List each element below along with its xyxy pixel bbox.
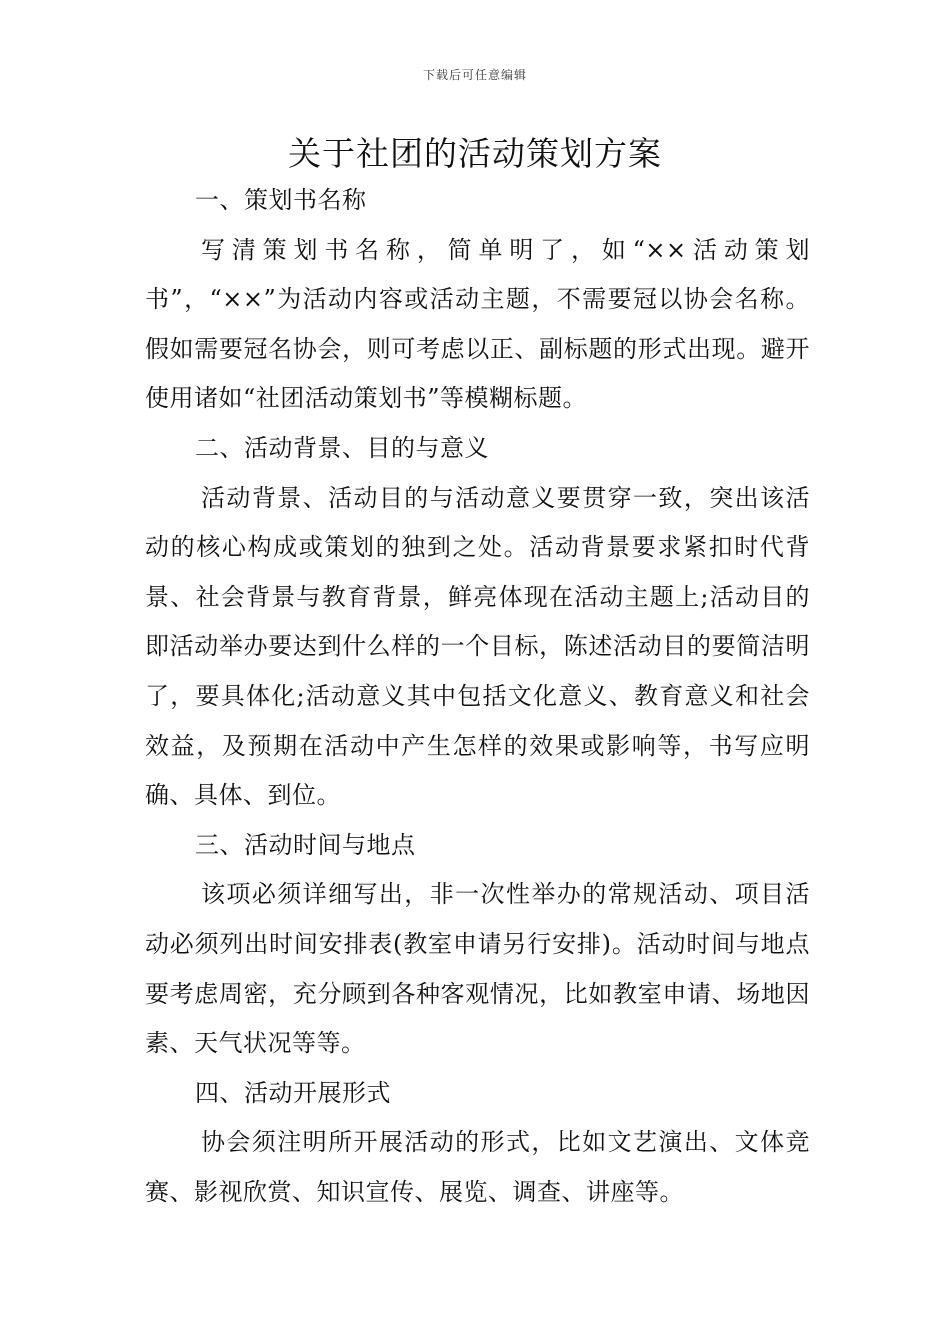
section-heading-1: 一、策划书名称 — [195, 186, 367, 214]
section-heading-4: 四、活动开展形式 — [195, 1078, 391, 1107]
section-heading-3: 三、活动时间与地点 — [195, 830, 416, 859]
section-body-2: 活动背景、活动目的与活动意义要贯穿一致，突出该活动的核心构成或策划的独到之处。活动背景要求紧扣时代背景、社会背景与教育背景，鲜亮体现在活动主题上;活动目的即活动举办要达到什么样的一个目标，陈述活动目的要简洁明了，要具体化;活动意义其中包括文化意义、教育意义和社会效益，及预期在活动中产生怎样的效果或影响等，书写应明确、具体、到位。 — [145, 483, 810, 810]
document-title: 关于社团的活动策划方案 — [288, 134, 662, 173]
document-body — [145, 176, 810, 1217]
section-body-3: 该项必须详细写出，非一次性举办的常规活动、项目活动必须列出时间安排表(教室申请另行安排)。活动时间与地点要考虑周密，充分顾到各种客观情况，比如教室申请、场地因素、天气状况等等。 — [145, 880, 810, 1058]
header-note: 下载后可任意编辑 — [422, 68, 527, 82]
section-body-1: 写清策划书名称，简单明了，如“××活动策划书”，“××”为活动内容或活动主题，不需要冠以协会名称。假如需要冠名协会，则可考虑以正、副标题的形式出现。避开使用诸如“社团活动策划书”等模糊标题。 — [145, 235, 810, 413]
section-body-4: 协会须注明所开展活动的形式，比如文艺演出、文体竞赛、影视欣赏、知识宣传、展览、调查、讲座等。 — [145, 1128, 810, 1206]
section-heading-2: 二、活动背景、目的与意义 — [195, 433, 489, 462]
